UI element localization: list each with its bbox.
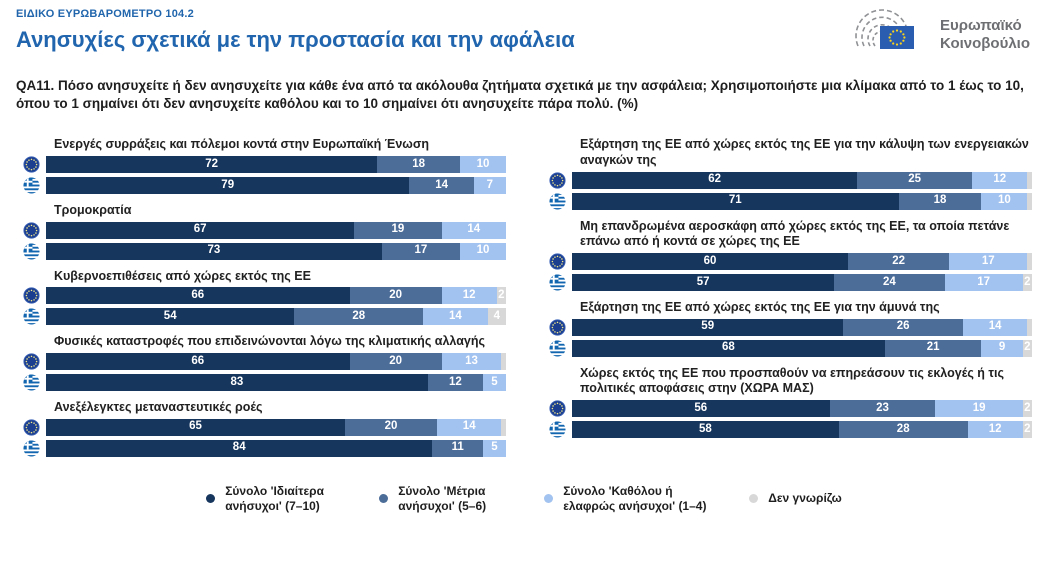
bar-value: 62 (708, 173, 721, 186)
bar-value: 17 (414, 244, 428, 257)
bar-segment-very-worried (572, 340, 885, 357)
chart-group (16, 203, 506, 260)
bar-segment-moderately-worried (839, 421, 968, 438)
bar-segment-moderately-worried (294, 308, 423, 325)
stacked-bar (46, 156, 506, 173)
bar-row-greece (16, 308, 506, 325)
bar-segment-very-worried (46, 177, 409, 194)
greece-flag-icon (16, 177, 46, 194)
bar-segment-moderately-worried (885, 340, 982, 357)
bar-value: 79 (221, 178, 235, 191)
chart-group (542, 300, 1032, 357)
bar-value: 71 (728, 194, 742, 207)
bar-value: 28 (352, 310, 366, 323)
bar-segment-not-worried (483, 440, 506, 457)
bar-value: 9 (998, 341, 1006, 354)
bar-segment-not-worried (972, 172, 1027, 189)
bar-value: 84 (232, 441, 246, 454)
legend (16, 484, 1032, 514)
chart-group-title: Ανεξέλεγκτες μεταναστευτικές ροές (54, 399, 263, 414)
stacked-bar (572, 172, 1032, 189)
bar-segment-dont-know (1027, 253, 1032, 270)
bar-segment-moderately-worried (834, 274, 944, 291)
bar-segment-moderately-worried (899, 193, 982, 210)
bar-row-eu (16, 156, 506, 173)
bar-value: 60 (703, 254, 717, 267)
bar-segment-moderately-worried (382, 243, 460, 260)
bar-value: 54 (163, 310, 177, 323)
page-title: Ανησυχίες σχετικά με την προστασία και την αφάλεια (16, 27, 575, 52)
bar-segment-moderately-worried (345, 419, 437, 436)
bar-value: 25 (908, 173, 922, 186)
greece-flag-icon (16, 308, 46, 325)
bar-segment-not-worried (442, 287, 497, 304)
chart-group-title: Εξάρτηση της ΕΕ από χώρες εκτός της ΕΕ για την κάλυψη των ενεργειακών αναγκών της (580, 137, 1029, 168)
bar-segment-dont-know (1027, 193, 1032, 210)
bar-value: 66 (191, 354, 205, 367)
eu-flag-icon (16, 419, 46, 436)
chart-group (16, 400, 506, 457)
bar-segment-very-worried (572, 274, 834, 291)
bar-segment-dont-know (1027, 319, 1032, 336)
bar-value: 19 (391, 223, 405, 236)
bar-row-eu (542, 253, 1032, 270)
chart-group-title: Ενεργές συρράξεις και πόλεμοι κοντά στην Ευρωπαϊκή Ένωση (54, 137, 430, 152)
bar-row-eu (16, 419, 506, 436)
bar-segment-moderately-worried (432, 440, 483, 457)
stacked-bar (572, 274, 1032, 291)
bar-value: 23 (876, 401, 889, 414)
chart-group-title: Κυβερνοεπιθέσεις από χώρες εκτός της ΕΕ (54, 268, 311, 283)
bar-value: 5 (491, 441, 498, 454)
bar-value: 19 (972, 401, 986, 414)
bar-row-greece (16, 440, 506, 457)
logo-text (940, 17, 1030, 52)
bar-segment-not-worried (437, 419, 501, 436)
bar-value: 5 (491, 375, 498, 388)
bar-value: 14 (988, 320, 1002, 333)
legend-dot-not-worried (544, 494, 553, 503)
bar-segment-moderately-worried (377, 156, 460, 173)
bar-row-eu (542, 400, 1032, 417)
legend-label: Δεν γνωρίζω (768, 491, 842, 506)
bar-value: 12 (448, 375, 462, 388)
bar-segment-dont-know (1023, 274, 1032, 291)
stacked-bar (46, 222, 506, 239)
stacked-bar (46, 177, 506, 194)
stacked-bar (572, 421, 1032, 438)
bar-value: 28 (896, 422, 910, 435)
stacked-bar (46, 308, 506, 325)
logo-text-line2: Κοινοβούλιο (939, 34, 1030, 52)
bar-segment-dont-know (1023, 340, 1032, 357)
bar-segment-very-worried (46, 156, 377, 173)
chart-group-title: Μη επανδρωμένα αεροσκάφη από χώρες εκτός της ΕΕ, τα οποία πετάνε επάνω από ή κοντά σε χώρες της ΕΕ (580, 218, 1010, 249)
bar-value: 21 (926, 341, 940, 354)
bar-segment-not-worried (935, 400, 1022, 417)
bar-segment-moderately-worried (350, 287, 442, 304)
bar-segment-dont-know (501, 419, 506, 436)
greece-flag-icon (16, 374, 46, 391)
legend-label: Σύνολο 'Καθόλου ή ελαφρώς ανήσυχοι' (1–4) (563, 483, 707, 513)
bar-row-greece (542, 274, 1032, 291)
bar-value: 10 (476, 244, 490, 257)
bar-segment-not-worried (963, 319, 1027, 336)
bar-value: 17 (981, 254, 995, 267)
bar-segment-moderately-worried (428, 374, 483, 391)
chart-group (16, 269, 506, 326)
bar-value: 12 (462, 289, 476, 302)
greece-flag-icon (16, 440, 46, 457)
stacked-bar (46, 353, 506, 370)
chart-area (16, 137, 1032, 465)
bar-row-eu (16, 222, 506, 239)
bar-segment-moderately-worried (409, 177, 473, 194)
bar-segment-very-worried (572, 400, 830, 417)
bar-value: 10 (476, 157, 490, 170)
bar-segment-moderately-worried (857, 172, 972, 189)
bar-value: 7 (486, 178, 494, 191)
bar-segment-not-worried (968, 421, 1023, 438)
stacked-bar (46, 419, 506, 436)
bar-segment-not-worried (423, 308, 487, 325)
bar-segment-not-worried (949, 253, 1027, 270)
eu-flag-icon (16, 353, 46, 370)
bar-segment-very-worried (46, 353, 350, 370)
chart-group (16, 334, 506, 391)
bar-value: 12 (993, 173, 1007, 186)
bar-value: 57 (696, 275, 710, 288)
eu-flag-icon (16, 222, 46, 239)
bar-segment-moderately-worried (848, 253, 949, 270)
bar-segment-very-worried (46, 243, 382, 260)
bar-segment-not-worried (945, 274, 1023, 291)
bar-value: 20 (384, 420, 398, 433)
bar-value: 26 (896, 320, 910, 333)
eu-flag-icon (16, 156, 46, 173)
chart-group-title: Εξάρτηση της ΕΕ από χώρες εκτός της ΕΕ για την άμυνά της (580, 299, 940, 314)
bar-value: 14 (448, 310, 462, 323)
bar-value: 20 (389, 354, 402, 367)
bar-value: 4 (493, 310, 500, 323)
bar-row-greece (16, 243, 506, 260)
bar-value: 2 (498, 289, 505, 302)
logo-text-line1: Ευρωπαϊκό (939, 17, 1022, 35)
bar-segment-dont-know (488, 308, 506, 325)
bar-segment-very-worried (46, 287, 350, 304)
chart-group (16, 137, 506, 194)
bar-segment-not-worried (981, 193, 1027, 210)
bar-value: 11 (451, 441, 464, 454)
bar-value: 56 (694, 401, 708, 414)
greece-flag-icon (542, 193, 572, 210)
bar-value: 14 (435, 178, 448, 191)
bar-segment-not-worried (460, 243, 506, 260)
bar-segment-moderately-worried (843, 319, 963, 336)
bar-segment-very-worried (46, 308, 294, 325)
legend-item-dont-know (749, 491, 842, 506)
bar-row-eu (16, 287, 506, 304)
bar-row-greece (542, 421, 1032, 438)
bar-segment-dont-know (1023, 421, 1032, 438)
bar-segment-very-worried (572, 193, 899, 210)
bar-segment-dont-know (501, 353, 506, 370)
bar-value: 12 (988, 422, 1002, 435)
bar-segment-very-worried (572, 253, 848, 270)
survey-kicker: ΕΙΔΙΚΟ ΕΥΡΩΒΑΡΟΜΕΤΡΟ 104.2 (16, 8, 194, 20)
european-parliament-logo (844, 6, 1030, 63)
stacked-bar (572, 340, 1032, 357)
eu-flag-icon (542, 253, 572, 270)
bar-value: 10 (997, 194, 1011, 207)
bar-segment-very-worried (46, 374, 428, 391)
bar-segment-very-worried (46, 440, 432, 457)
chart-group (542, 137, 1032, 209)
chart-column-right (542, 137, 1032, 465)
bar-segment-very-worried (572, 319, 843, 336)
legend-dot-moderately-worried (379, 494, 388, 503)
legend-label: Σύνολο 'Μέτρια ανήσυχοι' (5–6) (398, 483, 487, 513)
bar-segment-moderately-worried (830, 400, 936, 417)
bar-value: 2 (1024, 422, 1031, 435)
question-text: QA11. Πόσο ανησυχείτε ή δεν ανησυχείτε για κάθε ένα από τα ακόλουθα ζητήματα σχετικά με την ασφάλεια; Χρησιμοποιήστε μια κλίμακα από το 1 έως το 10, όπου το 1 σημαίνει ότι δεν ανησυχείτε καθόλου και το 10 σημαίνει ότι ανησυχείτε πάρα πολύ. (%) (16, 78, 1024, 112)
bar-segment-very-worried (572, 172, 857, 189)
bar-segment-moderately-worried (350, 353, 442, 370)
legend-dot-dont-know (749, 494, 758, 503)
bar-value: 13 (465, 354, 478, 367)
hemicycle-eu-flag-icon (844, 6, 932, 63)
bar-row-greece (16, 177, 506, 194)
greece-flag-icon (16, 243, 46, 260)
bar-value: 18 (412, 157, 425, 170)
chart-group (542, 219, 1032, 291)
chart-column-left (16, 137, 506, 465)
bar-segment-not-worried (442, 222, 506, 239)
legend-item-moderately-worried (379, 484, 510, 514)
stacked-bar (572, 319, 1032, 336)
greece-flag-icon (542, 340, 572, 357)
stacked-bar (572, 193, 1032, 210)
bar-segment-not-worried (460, 156, 506, 173)
bar-segment-not-worried (442, 353, 502, 370)
bar-value: 65 (189, 420, 202, 433)
bar-segment-not-worried (474, 177, 506, 194)
legend-item-not-worried (544, 484, 715, 514)
bar-row-eu (16, 353, 506, 370)
stacked-bar (46, 440, 506, 457)
greece-flag-icon (542, 421, 572, 438)
bar-value: 2 (1024, 401, 1031, 414)
eu-flag-icon (542, 400, 572, 417)
chart-group (542, 366, 1032, 438)
stacked-bar (572, 400, 1032, 417)
stacked-bar (46, 287, 506, 304)
legend-dot-very-worried (206, 494, 215, 503)
bar-value: 20 (389, 289, 402, 302)
bar-value: 72 (205, 157, 218, 170)
bar-segment-very-worried (46, 419, 345, 436)
legend-item-very-worried (206, 484, 345, 514)
stacked-bar (46, 374, 506, 391)
chart-group-title: Τρομοκρατία (54, 203, 132, 218)
chart-group-title: Φυσικές καταστροφές που επιδεινώνονται λόγω της κλιματικής αλλαγής (54, 334, 485, 349)
stacked-bar (572, 253, 1032, 270)
eu-flag-icon (16, 287, 46, 304)
bar-row-greece (542, 193, 1032, 210)
chart-group-title: Χώρες εκτός της ΕΕ που προσπαθούν να επηρεάσουν τις εκλογές ή τις πολιτικές αποφάσεις στην (ΧΩΡΑ ΜΑΣ) (580, 365, 1004, 396)
bar-segment-very-worried (46, 222, 354, 239)
bar-value: 22 (892, 254, 905, 267)
bar-segment-dont-know (497, 287, 506, 304)
bar-value: 66 (191, 289, 205, 302)
bar-segment-very-worried (572, 421, 839, 438)
bar-value: 14 (467, 223, 481, 236)
bar-row-eu (542, 319, 1032, 336)
bar-value: 2 (1024, 341, 1031, 354)
bar-segment-not-worried (483, 374, 506, 391)
bar-value: 73 (207, 244, 221, 257)
bar-row-eu (542, 172, 1032, 189)
eu-flag-icon (542, 172, 572, 189)
bar-value: 14 (462, 420, 476, 433)
bar-segment-dont-know (1023, 400, 1032, 417)
bar-segment-dont-know (1027, 172, 1032, 189)
bar-value: 59 (701, 320, 715, 333)
bar-row-greece (16, 374, 506, 391)
bar-value: 58 (699, 422, 712, 435)
greece-flag-icon (542, 274, 572, 291)
bar-row-greece (542, 340, 1032, 357)
bar-segment-moderately-worried (354, 222, 441, 239)
bar-value: 2 (1024, 275, 1031, 288)
bar-value: 17 (977, 275, 991, 288)
legend-label: Σύνολο 'Ιδιαίτερα ανήσυχοι' (7–10) (225, 483, 324, 513)
bar-value: 68 (722, 341, 735, 354)
bar-value: 83 (230, 375, 244, 388)
bar-value: 67 (193, 223, 207, 236)
stacked-bar (46, 243, 506, 260)
eu-flag-icon (542, 319, 572, 336)
bar-value: 18 (933, 194, 947, 207)
bar-segment-not-worried (981, 340, 1022, 357)
bar-value: 24 (882, 275, 896, 288)
